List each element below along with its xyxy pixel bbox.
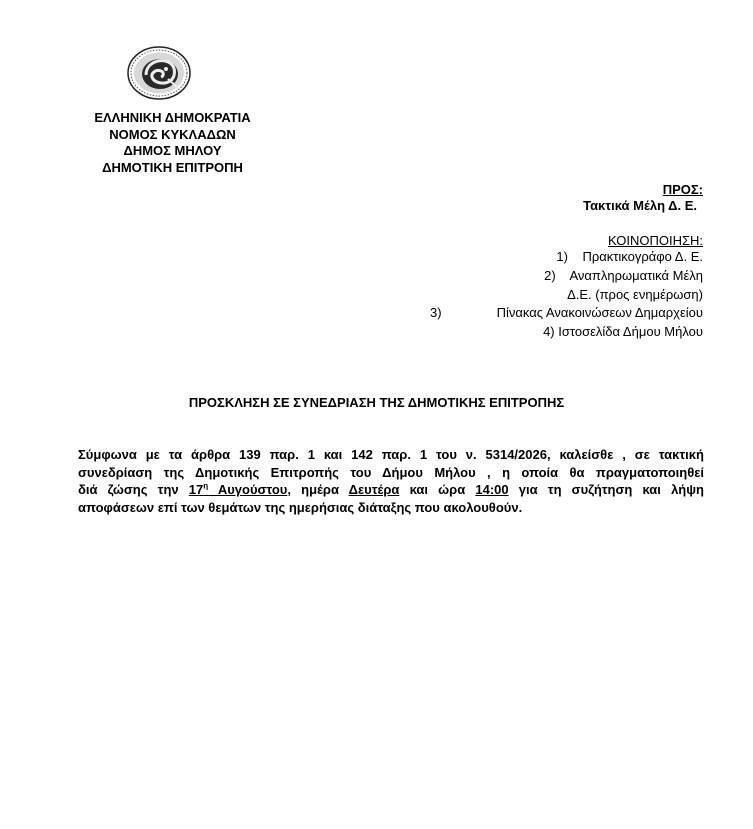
cc-item-text: Πρακτικογράφο Δ. Ε. — [582, 249, 703, 264]
cc-item-number: 1) — [556, 249, 568, 264]
invitation-body — [78, 446, 704, 516]
coin-emblem-icon — [126, 45, 192, 101]
to-value: Τακτικά Μέλη Δ. Ε. — [583, 198, 697, 213]
meeting-time: 14:00 — [475, 482, 509, 497]
to-label: ΠΡΟΣ: — [662, 182, 703, 197]
cc-item-number: 2) — [544, 268, 556, 283]
cc-item-text: Πίνακας Ανακοινώσεων Δημαρχείου — [496, 305, 703, 320]
body-line: Σύμφωνα με τα άρθρα 139 παρ. 1 και 142 παρ. 1 του ν. 5314/2026, καλείσθε , σε τακτική — [78, 447, 704, 462]
cc-item-number: 3) — [430, 305, 442, 320]
date-ordinal: η — [203, 481, 209, 491]
cc-item — [544, 268, 703, 283]
cc-item — [556, 249, 703, 264]
cc-item — [543, 324, 703, 339]
municipality-logo — [126, 45, 192, 101]
cc-item-number: 4) — [543, 324, 555, 339]
body-text: και ώρα — [399, 482, 476, 497]
cc-item-text: Αναπληρωματικά Μέλη — [569, 268, 703, 283]
body-text: για τη συζήτηση και λήψη — [508, 482, 704, 497]
body-line: συνεδρίαση της Δημοτικής Επιτροπής του Δήμου Μήλου , η οποία θα πραγματοποιηθεί — [78, 464, 704, 480]
header-line: ΔΗΜΟΣ ΜΗΛΟΥ — [123, 143, 222, 158]
cc-label: ΚΟΙΝΟΠΟΙΗΣΗ: — [607, 233, 703, 248]
date-month: Αυγούστου — [208, 482, 288, 497]
header-line: ΕΛΛΗΝΙΚΗ ΔΗΜΟΚΡΑΤΙΑ — [94, 110, 251, 125]
issuer-header — [60, 110, 285, 176]
cc-item-text: Ιστοσελίδα Δήμου Μήλου — [558, 324, 703, 339]
body-text: , ημέρα — [287, 482, 349, 497]
cc-item-continuation: Δ.Ε. (προς ενημέρωση) — [567, 287, 703, 302]
date-day: 17 — [188, 482, 204, 497]
body-line — [78, 481, 704, 499]
document-title: ΠΡΟΣΚΛΗΣΗ ΣΕ ΣΥΝΕΔΡΙΑΣΗ ΤΗΣ ΔΗΜΟΤΙΚΗΣ ΕΠΙΤΡΟΠΗΣ — [188, 395, 565, 410]
header-line: ΝΟΜΟΣ ΚΥΚΛΑΔΩΝ — [109, 126, 236, 142]
body-text: διά ζώσης την — [78, 482, 189, 497]
meeting-day: Δευτέρα — [348, 482, 400, 497]
body-line: αποφάσεων επί των θεμάτων της ημερήσιας διάταξης που ακολουθούν. — [78, 499, 523, 515]
header-line: ΔΗΜΟΤΙΚΗ ΕΠΙΤΡΟΠΗ — [102, 159, 243, 175]
meeting-date — [189, 482, 288, 497]
